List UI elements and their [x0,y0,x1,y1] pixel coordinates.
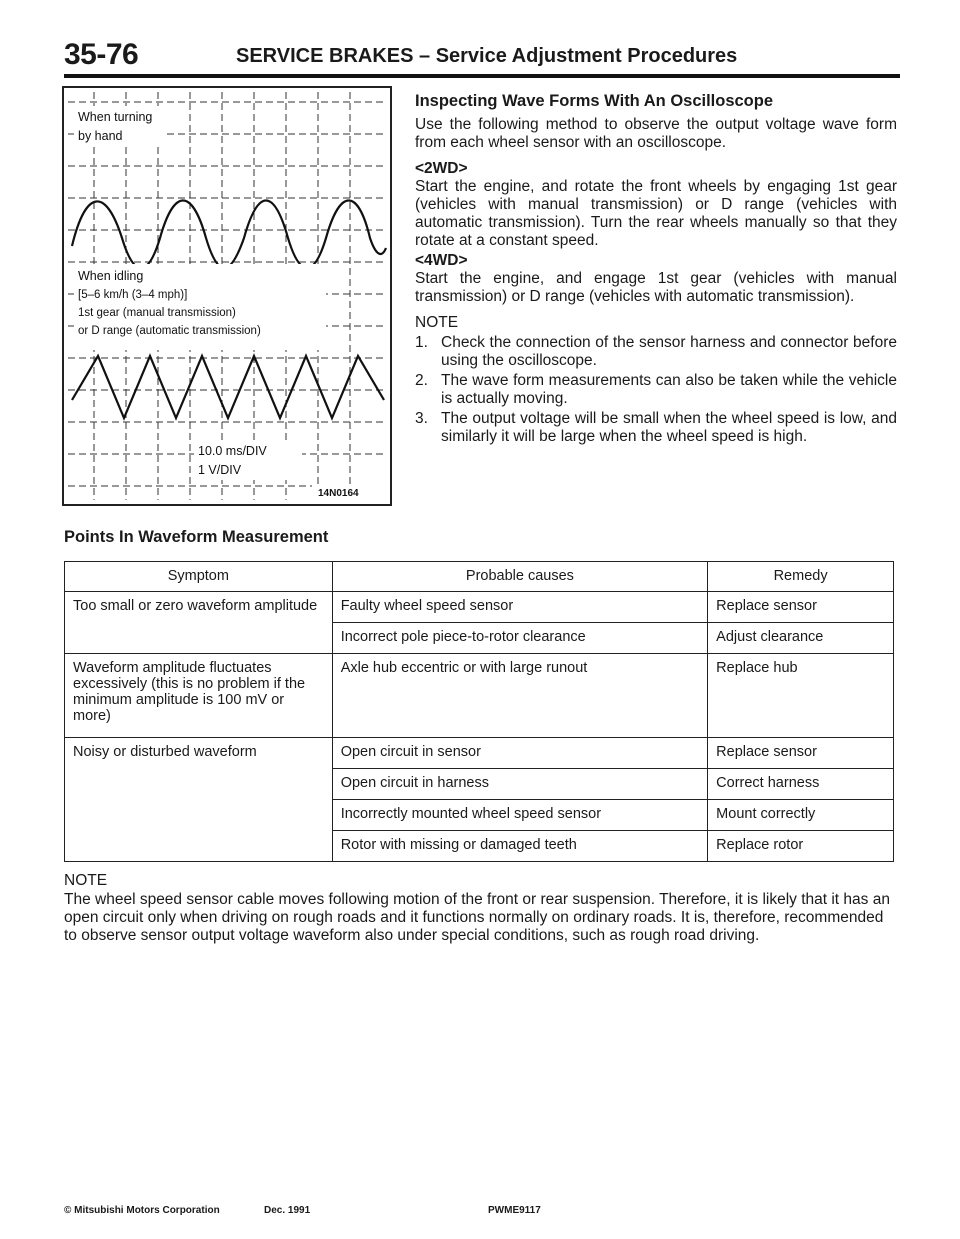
symptom-cell: Too small or zero waveform amplitude [65,592,333,654]
label-when-turning: When turning [78,110,153,124]
waveform-points-table [64,561,894,862]
table-row [65,592,894,623]
section-title: SERVICE BRAKES – Service Adjustment Procedures [236,45,738,67]
label-when-idling: When idling [78,269,144,283]
table-row [65,654,894,738]
oscilloscope-figure [62,86,392,506]
tag-2wd: <2WD> [415,160,468,177]
inspection-heading: Inspecting Wave Forms With An Oscilloscope [415,92,774,110]
text-4wd: Start the engine, and engage 1st gear (vehicles with manual transmission) or D range (vehicles with automatic transmission). [415,270,897,305]
page-number: 35-76 [64,38,139,71]
label-idle-speed: [5–6 km/h (3–4 mph)] [78,289,188,301]
footer-date: Dec. 1991 [264,1205,311,1216]
bottom-note-heading: NOTE [64,872,108,889]
col-header-causes: Probable causes [332,562,707,592]
cause-cell: Rotor with missing or damaged teeth [332,831,707,862]
remedy-cell: Mount correctly [708,800,894,831]
remedy-cell: Replace sensor [708,592,894,623]
note-item: 3. The output voltage will be small when the wheel speed is low, and similarly it will be large when the wheel speed is high. [415,410,897,445]
label-volt-div: 1 V/DIV [198,463,242,477]
table-row [65,738,894,769]
symptom-cell: Noisy or disturbed waveform [65,738,333,862]
footer-copyright: © Mitsubishi Motors Corporation [64,1205,220,1216]
remedy-cell: Replace rotor [708,831,894,862]
bottom-note [64,872,900,945]
label-idle-automatic: or D range (automatic transmission) [78,325,261,337]
figure-id: 14N0164 [318,488,359,499]
table-header-row [65,562,894,592]
cause-cell: Incorrectly mounted wheel speed sensor [332,800,707,831]
label-by-hand: by hand [78,129,123,143]
label-idle-manual: 1st gear (manual transmission) [78,307,236,319]
inspection-intro: Use the following method to observe the output voltage wave form from each wheel sensor with an oscilloscope. [415,116,897,151]
remedy-cell: Correct harness [708,769,894,800]
remedy-cell: Replace hub [708,654,894,738]
note-item: 1. Check the connection of the sensor harness and connector before using the oscilloscope. [415,334,897,369]
remedy-cell: Replace sensor [708,738,894,769]
col-header-symptom: Symptom [65,562,333,592]
tag-4wd: <4WD> [415,252,468,269]
cause-cell: Open circuit in sensor [332,738,707,769]
header-rule [64,74,900,78]
points-title: Points In Waveform Measurement [64,528,329,546]
cause-cell: Axle hub eccentric or with large runout [332,654,707,738]
inspection-note-heading: NOTE [415,314,459,331]
cause-cell: Open circuit in harness [332,769,707,800]
page-header [64,38,900,78]
waveform-idling [72,356,384,418]
remedy-cell: Adjust clearance [708,623,894,654]
inspection-note-list [415,334,897,446]
note-item: 2. The wave form measurements can also be taken while the vehicle is actually moving. [415,372,897,407]
text-2wd: Start the engine, and rotate the front wheels by engaging 1st gear (vehicles with manual transmission) or D range (vehicles with automatic transmission). Turn the rear wheels manually so that they rotate at a constant speed. [415,178,897,249]
label-time-div: 10.0 ms/DIV [198,444,267,458]
footer-code: PWME9117 [488,1205,541,1216]
inspection-section [415,92,897,448]
waveform-turning [72,201,386,269]
cause-cell: Incorrect pole piece-to-rotor clearance [332,623,707,654]
col-header-remedy: Remedy [708,562,894,592]
symptom-cell: Waveform amplitude fluctuates excessively (this is no problem if the minimum amplitude is 100 mV or more) [65,654,333,738]
oscilloscope-graph [64,88,390,504]
bottom-note-text: The wheel speed sensor cable moves following motion of the front or rear suspension. Therefore, it is likely that it has an open circuit only when driving on rough roads and it functions normally on ordinary roads. It is, therefore, recommended to observe sensor output voltage waveform also under special conditions, such as rough road driving. [64,891,890,944]
cause-cell: Faulty wheel speed sensor [332,592,707,623]
